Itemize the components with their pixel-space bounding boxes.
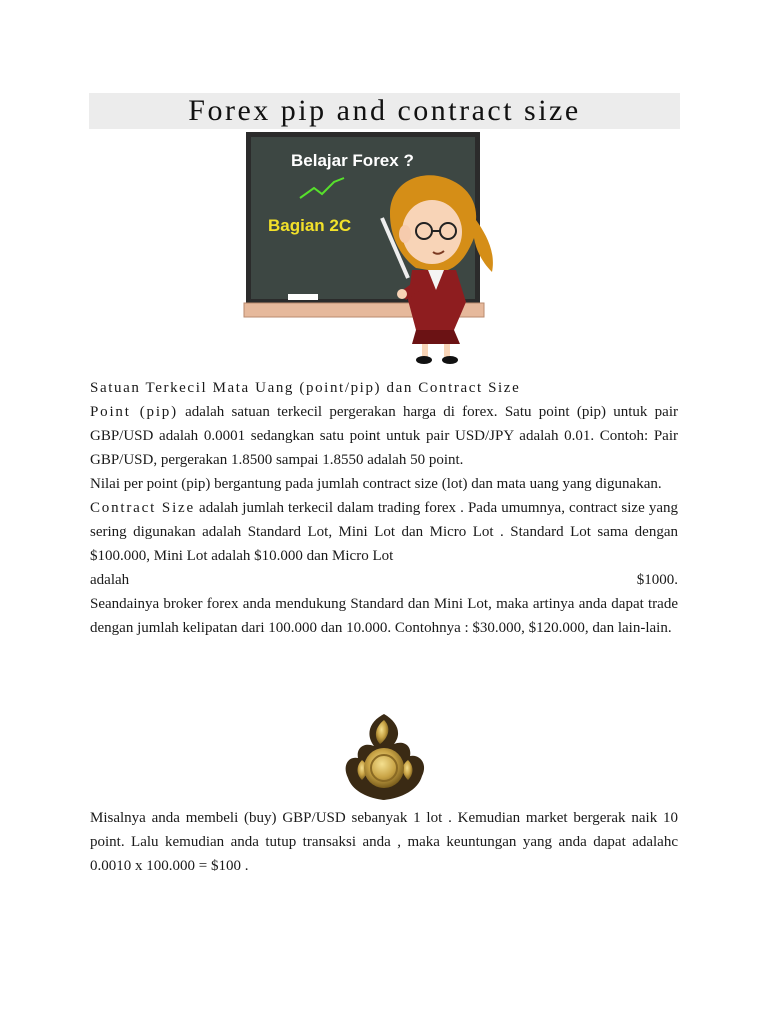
teacher-left-leg bbox=[422, 344, 428, 358]
blackboard-teacher-illustration bbox=[240, 130, 540, 370]
chalk-eraser bbox=[288, 294, 318, 300]
contract-definition: adalah jumlah terkecil dalam trading forex . Pada umumnya, contract size yang sering digunakan adalah Standard Lot, Mini Lot dan Micro Lot . Standard Lot sama dengan $100.000, Mini Lot adalah $10.000 dan Micro Lot bbox=[90, 500, 678, 564]
teacher-right-shoe bbox=[442, 356, 458, 364]
board-title: Belajar Forex ? bbox=[291, 151, 414, 170]
nilai-paragraph: Nilai per point (pip) bergantung pada jumlah contract size (lot) dan mata uang yang digunakan. bbox=[90, 476, 662, 492]
teacher-hand bbox=[397, 289, 407, 299]
teacher-right-leg bbox=[444, 344, 450, 358]
article-body bbox=[90, 376, 678, 640]
contract-term: Contract Size bbox=[90, 500, 195, 516]
flame-coin-icon bbox=[338, 712, 430, 802]
title-banner bbox=[89, 93, 680, 129]
teacher-ear bbox=[399, 225, 411, 243]
seandainya-paragraph: Seandainya broker forex anda mendukung Standard dan Mini Lot, maka artinya anda dapat trade dengan jumlah kelipatan dari 100.000 dan 10.000. Contohnya : $30.000, $120.000, dan lain-lain. bbox=[90, 596, 678, 636]
example-section bbox=[90, 806, 678, 878]
contract-tail-line bbox=[90, 568, 678, 592]
board-subtitle: Bagian 2C bbox=[268, 216, 352, 235]
document-title: Forex pip and contract size bbox=[188, 94, 581, 127]
point-paragraph bbox=[90, 400, 678, 472]
contract-tail-right: $1000. bbox=[636, 572, 678, 588]
teacher-skirt bbox=[412, 330, 460, 344]
point-term: Point (pip) bbox=[90, 404, 178, 420]
example-paragraph: Misalnya anda membeli (buy) GBP/USD sebanyak 1 lot . Kemudian market bergerak naik 10 point. Lalu kemudian anda tutup transaksi anda , maka keuntungan yang anda dapat adalahc 0.0010 x 100.000 = $100 . bbox=[90, 810, 678, 874]
point-definition: adalah satuan terkecil pergerakan harga di forex. Satu point (pip) untuk pair GBP/USD adalah 0.0001 sedangkan satu point untuk pair USD/JPY adalah 0.01. Contoh: Pair GBP/USD, pergerakan 1.8500 sampai 1.8550 adalah 50 point. bbox=[90, 404, 678, 468]
teacher-left-shoe bbox=[416, 356, 432, 364]
contract-paragraph bbox=[90, 496, 678, 568]
contract-tail-left: adalah bbox=[90, 572, 130, 588]
section-heading: Satuan Terkecil Mata Uang (point/pip) dan Contract Size bbox=[90, 380, 521, 396]
